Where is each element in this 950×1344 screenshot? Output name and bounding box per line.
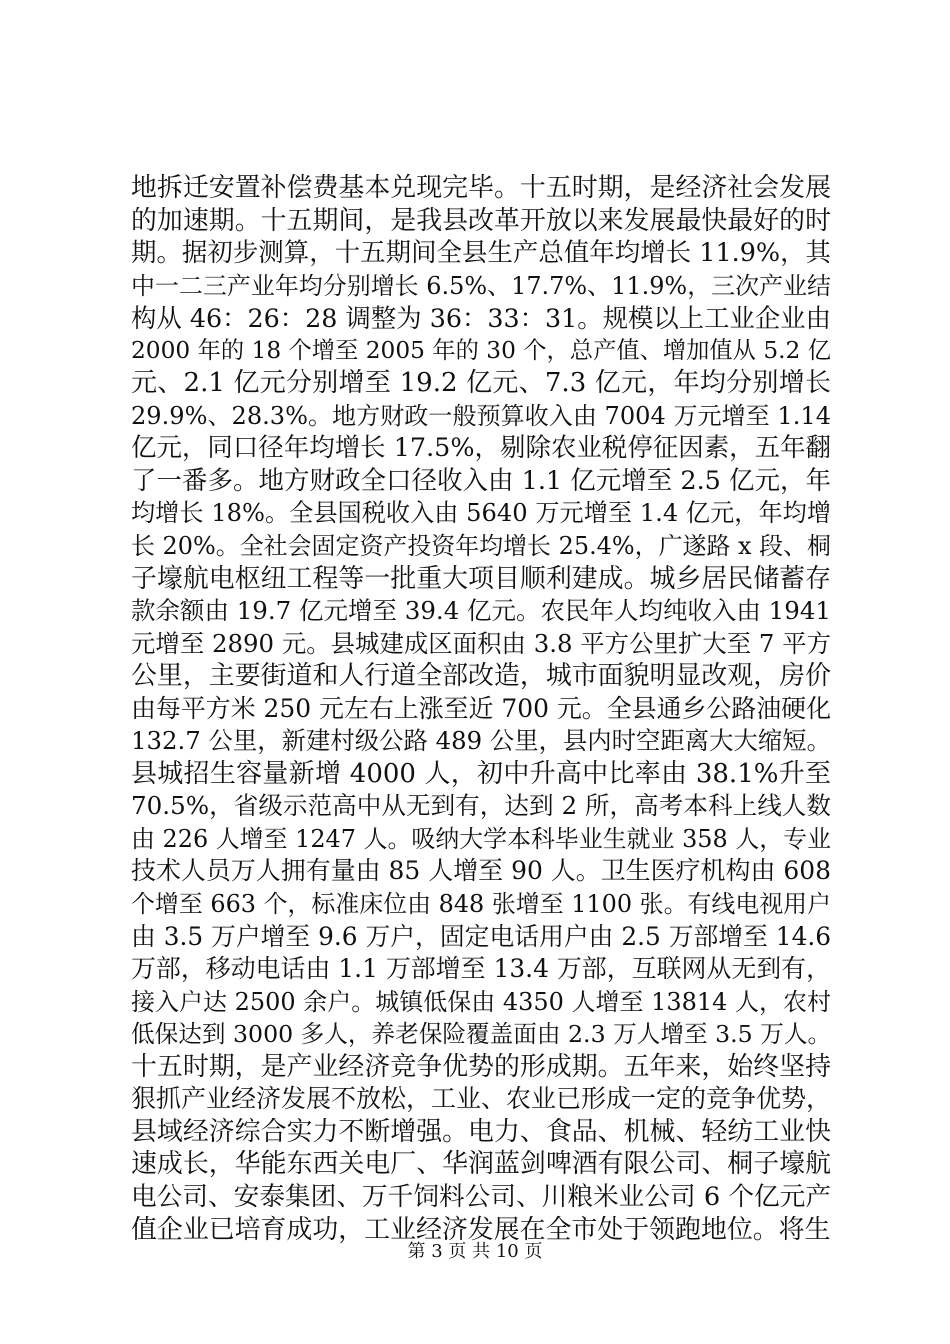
page-footer [0, 1240, 950, 1264]
text-line: 29.9%、28.3%。地方财政一般预算收入由 7004 万元增至 1.14 [131, 401, 831, 430]
text-line: 款余额由 19.7 亿元增至 39.4 亿元。农民年人均纯收入由 1941 [131, 596, 831, 626]
body-paragraph [131, 172, 831, 1246]
text-line: 个增至 663 个，标准床位由 848 张增至 1100 张。有线电视用户 [131, 890, 831, 919]
text-line: 由 226 人增至 1247 人。吸纳大学本科毕业生就业 358 人，专业 [131, 824, 831, 853]
text-line: 技术人员万人拥有量由 85 人增至 90 人。卫生医疗机构由 608 [131, 856, 831, 886]
text-line: 县城招生容量新增 4000 人，初中升高中比率由 38.1%升至 [131, 758, 831, 789]
text-line: 地拆迁安置补偿费基本兑现完毕。十五时期，是经济社会发展 [131, 173, 831, 203]
text-line: 值企业已培育成功，工业经济发展在全市处于领跑地位。将生 [131, 1214, 831, 1245]
text-line: 狠抓产业经济发展不放松，工业、农业已形成一定的竞争优势， [131, 1084, 832, 1114]
text-line: 电公司、安泰集团、万千饲料公司、川粮米业公司 6 个亿元产 [131, 1181, 831, 1212]
text-line: 亿元，同口径年均增长 17.5%，剔除农业税停征因素，五年翻 [131, 433, 831, 464]
page-number-label: 第 3 页 共 10 页 [407, 1241, 543, 1262]
text-line: 2000 年的 18 个增至 2005 年的 30 个，总产值、增加值从 5.2 亿 [131, 336, 831, 364]
text-line: 均增长 18%。全县国税收入由 5640 万元增至 1.4 亿元，年均增 [131, 499, 831, 528]
text-line: 构从 46：26：28 调整为 36：33：31。规模以上工业企业由 [131, 303, 832, 334]
text-line: 的加速期。十五期间，是我县改革开放以来发展最快最好的时 [131, 205, 831, 236]
text-line: 期。据初步测算，十五期间全县生产总值年均增长 11.9%，其 [131, 238, 831, 269]
text-line: 低保达到 3000 多人，养老保险覆盖面由 2.3 万人增至 3.5 万人。 [131, 1020, 832, 1049]
text-line: 县域经济综合实力不断增强。电力、食品、机械、轻纺工业快 [131, 1116, 831, 1147]
text-line: 132.7 公里，新建村级公路 489 公里，县内时空距离大大缩短。 [131, 726, 831, 756]
text-line: 万部，移动电话由 1.1 万部增至 13.4 万部，互联网从无到有， [131, 954, 832, 984]
text-line: 由每平方米 250 元左右上涨至近 700 元。全县通乡公路油硬化 [131, 693, 832, 723]
text-line: 元、2.1 亿元分别增至 19.2 亿元、7.3 亿元，年均分别增长 [131, 368, 831, 399]
text-line: 中一二三产业年均分别增长 6.5%、17.7%、11.9%，三次产业结 [131, 271, 831, 300]
text-line: 十五时期，是产业经济竞争优势的形成期。五年来，始终坚持 [131, 1051, 831, 1082]
text-line: 速成长，华能东西关电厂、华润蓝剑啤酒有限公司、桐子壕航 [131, 1149, 831, 1180]
text-line: 公里，主要街道和人行道全部改造，城市面貌明显改观，房价 [131, 661, 831, 692]
text-line: 子壕航电枢纽工程等一批重大项目顺利建成。城乡居民储蓄存 [131, 563, 831, 594]
text-line: 接入户达 2500 余户。城镇低保由 4350 人增至 13814 人，农村 [131, 987, 831, 1016]
text-line: 元增至 2890 元。县城建成区面积由 3.8 平方公里扩大至 7 平方 [131, 628, 831, 658]
text-line: 了一番多。地方财政全口径收入由 1.1 亿元增至 2.5 亿元，年 [131, 465, 831, 496]
text-line: 由 3.5 万户增至 9.6 万户，固定电话用户由 2.5 万部增至 14.6 [131, 921, 831, 951]
text-line: 70.5%，省级示范高中从无到有，达到 2 所，高考本科上线人数 [131, 791, 831, 821]
text-line: 长 20%。全社会固定资产投资年均增长 25.4%，广遂路 x 段、桐 [131, 532, 831, 561]
